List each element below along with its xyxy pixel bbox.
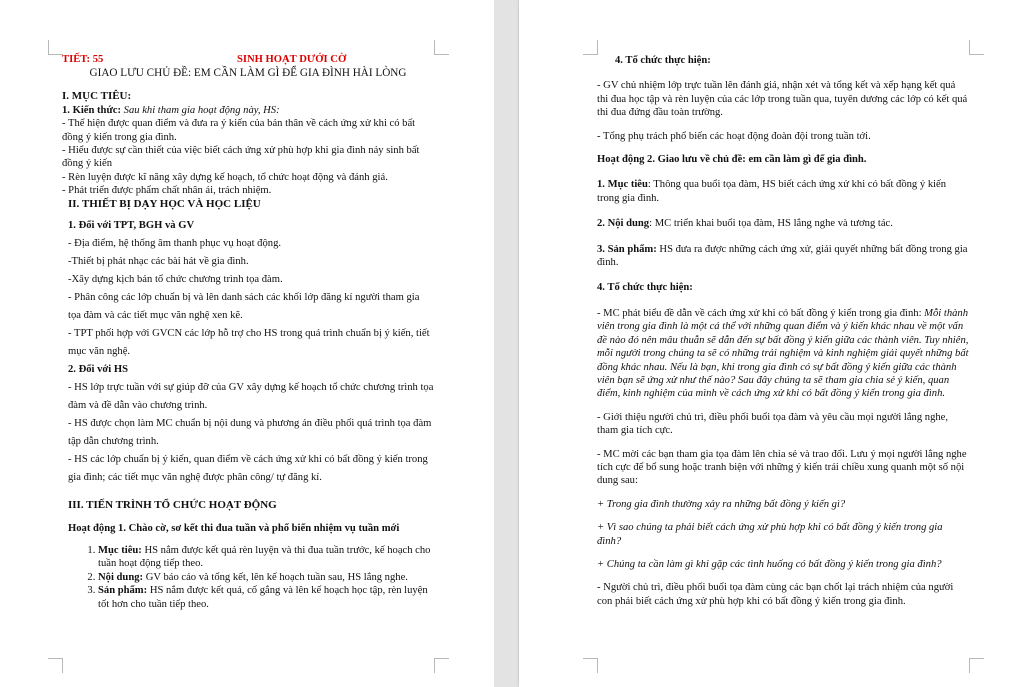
crop-mark: [48, 658, 63, 673]
objective-item: - Phát triển được phẩm chất nhân ái, trách nhiệm.: [62, 185, 272, 197]
section-equipment-title: II. THIẾT BỊ DẠY HỌC VÀ HỌC LIỆU: [68, 197, 261, 210]
teacher-subtitle: 1. Đối với TPT, BGH và GV: [68, 220, 195, 232]
activity2-content: [597, 217, 969, 230]
lesson-number: TIẾT: 55: [62, 54, 104, 65]
activity1-item-label: Mục tiêu:: [98, 544, 142, 556]
crop-mark: [969, 658, 984, 673]
activity2-product: [597, 243, 969, 270]
teacher-item: - Địa điểm, hệ thống âm thanh phục vụ hoạt động.: [68, 238, 282, 250]
activity1-item-text: HS nắm được kết quả rèn luyện và thi đua tuần trước, kế hoạch cho tuần hoạt động tiếp theo.: [98, 544, 431, 570]
lesson-topic: SINH HOẠT DƯỚI CỜ: [237, 54, 347, 65]
page-right-content: [597, 54, 969, 608]
student-item: - HS các lớp chuẩn bị ý kiến, quan điểm về cách ứng xử khi có bất đồng ý kiến trong gia đình; các tiết mục văn nghệ được phân công/ tự đăng kí.: [68, 454, 428, 484]
teacher-item: - Phân công các lớp chuẩn bị và lên danh sách các khối lớp đăng kí người tham gia tọa đàm và các tiết mục văn nghệ xen kẽ.: [68, 292, 420, 322]
mc-intro: [597, 307, 969, 401]
knowledge-label: 1. Kiến thức:: [62, 104, 122, 116]
activity1-list-item: [98, 584, 434, 611]
student-item: - HS lớp trực tuần với sự giúp đỡ của GV xây dựng kế hoạch tổ chức chương trình tọa đàm và đề dẫn vào chương trình.: [68, 382, 434, 412]
knowledge-text: Sau khi tham gia hoạt động này, HS:: [121, 104, 280, 116]
teacher-item: -Xây dựng kịch bản tổ chức chương trình tọa đàm.: [68, 274, 283, 286]
activity2-goal-label: 1. Mục tiêu: [597, 179, 648, 191]
activity2-org-title: 4. Tổ chức thực hiện:: [597, 282, 693, 294]
crop-mark: [583, 658, 598, 673]
document-page-left: [0, 0, 494, 687]
crop-mark: [434, 40, 449, 55]
student-item: - HS được chọn làm MC chuẩn bị nội dung và phương án điều phối quá trình tọa đàm tập dẫn chương trình.: [68, 418, 432, 448]
objective-item: - Thể hiện được quan điểm và đưa ra ý kiến của bản thân về cách ứng xử khi có bất đồng ý kiến trong gia đình.: [62, 118, 416, 143]
activity1-item-label: Sản phẩm:: [98, 585, 148, 597]
student-subtitle: 2. Đối với HS: [68, 364, 129, 376]
section-process-title: III. TIẾN TRÌNH TỔ CHỨC HOẠT ĐỘNG: [68, 499, 277, 512]
document-subtitle: GIAO LƯU CHỦ ĐỀ: EM CẦN LÀM GÌ ĐỂ GIA ĐÌNH HÀI LÒNG: [89, 67, 407, 79]
activity1-title: Hoạt động 1. Chào cờ, sơ kết thi đua tuần và phổ biến nhiệm vụ tuần mới: [68, 523, 400, 535]
activity2-content-label: 2. Nội dung: [597, 218, 650, 230]
crop-mark: [48, 40, 63, 55]
activity1-list-item: [98, 571, 434, 584]
activity2-product-text: HS đưa ra được những cách ứng xử, giải quyết những bất đồng trong gia đình.: [597, 243, 968, 269]
activity1-list: [62, 544, 434, 611]
crop-mark: [969, 40, 984, 55]
mc-intro-italic: Mỗi thành viên trong gia đình là một cá thể với những quan điểm và ý kiến khác nhau về một vấn đề nào đó nên mâu thuẫn sẽ dẫn đến sự bất đồng ý kiến giữa các thành viên. Tuy nhiên, mỗi người trong chúng ta sẽ có những trải nghiệm và kinh nghiệm giải quyết những bất đồng khác nhau. Nếu là bạn, khi trong gia đình có sự bất đồng ý kiến giữa các thành viên bạn sẽ ứng xử như thế nào? Sau đây chúng ta sẽ tham gia chia sẻ ý kiến, quan điểm, kinh nghiệm của mình về cách ứng xử khi có bất đồng ý kiến trong gia đình.: [597, 307, 969, 400]
equipment-teacher-block: [62, 217, 434, 487]
teacher-item: - TPT phối hợp với GVCN các lớp hỗ trợ cho HS trong quá trình chuẩn bị ý kiến, tiết mục văn nghệ.: [68, 328, 430, 358]
objective-item: - Rèn luyện được kĩ năng xây dựng kế hoạch, tổ chức hoạt động và đánh giá.: [62, 171, 388, 183]
objective-item: - Hiểu được sự cần thiết của việc biết cách ứng xử phù hợp khi gia đình nảy sinh bất đồng ý kiến: [62, 145, 420, 170]
knowledge-line: [62, 104, 434, 117]
activity2-title: Hoạt động 2. Giao lưu về chủ đề: em cần làm gì để gia đình.: [597, 154, 867, 166]
discussion-question: + Chúng ta cần làm gì khi gặp các tình huống có bất đồng ý kiến trong gia đình?: [597, 558, 942, 570]
mc-invite: - MC mời các bạn tham gia tọa đàm lên chia sẻ và trao đổi. Lưu ý mọi người lắng nghe tích cực để bổ sung hoặc tranh biện với những ý kiến trái chiều xung quanh một số nội dung sau:: [597, 448, 967, 487]
activity1-item-label: Nội dung:: [98, 571, 144, 583]
introduce-moderator: - Giới thiệu người chủ trì, điều phối buổi tọa đàm và yêu cầu mọi người lắng nghe, tham gia tích cực.: [597, 411, 949, 437]
org-paragraph: - Tổng phụ trách phổ biến các hoạt động đoàn đội trong tuần tới.: [597, 130, 871, 142]
page-left-content: [62, 53, 434, 611]
activity1-item-text: HS nắm được kết quả, cố gắng và lên kế hoạch học tập, rèn luyện tốt hơn cho tuần tiếp theo.: [98, 585, 428, 610]
mc-intro-text: - MC phát biểu đề dẫn về cách ứng xử khi có bất đồng ý kiến trong gia đình:: [597, 307, 922, 319]
activity1-item-text: GV báo cáo và tổng kết, lên kế hoạch tuần sau, HS lắng nghe.: [143, 571, 408, 583]
teacher-item: -Thiết bị phát nhạc các bài hát về gia đình.: [68, 256, 249, 268]
crop-mark: [583, 40, 598, 55]
document-page-right: [519, 0, 1025, 687]
discussion-question: + Trong gia đình thường xảy ra những bất đồng ý kiến gì?: [597, 498, 846, 510]
discussion-question: + Vì sao chúng ta phải biết cách ứng xử phù hợp khi có bất đồng ý kiến trong gia đình?: [597, 522, 943, 547]
closing-paragraph: - Người chủ trì, điều phối buổi tọa đàm cùng các bạn chốt lại trách nhiệm của người con phải biết cách ứng xử phù hợp khi có bất đồng ý kiến trong gia đình.: [597, 582, 954, 607]
section-objectives-title: I. MỤC TIÊU:: [62, 90, 132, 103]
activity2-product-label: 3. Sản phẩm:: [597, 243, 657, 255]
crop-mark: [434, 658, 449, 673]
org-title: 4. Tổ chức thực hiện:: [615, 55, 711, 66]
page-gap: [494, 0, 519, 687]
org-paragraph: - GV chủ nhiệm lớp trực tuần lên đánh giá, nhận xét và tổng kết và xếp hạng kết quả thi đua học tập và rèn luyện của các lớp trong tuần qua, tuyên dương các lớp có kết quả thi đua đứng đầu toàn trường.: [597, 80, 968, 119]
activity1-list-item: [98, 544, 434, 571]
activity2-goal: [597, 178, 969, 205]
activity2-content-text: : MC triển khai buổi tọa đàm, HS lắng nghe và tương tác.: [649, 218, 893, 230]
title-row: [62, 53, 434, 67]
activity2-goal-text: : Thông qua buổi tọa đàm, HS biết cách ứng xử khi có bất đồng ý kiến trong gia đình.: [597, 179, 947, 204]
